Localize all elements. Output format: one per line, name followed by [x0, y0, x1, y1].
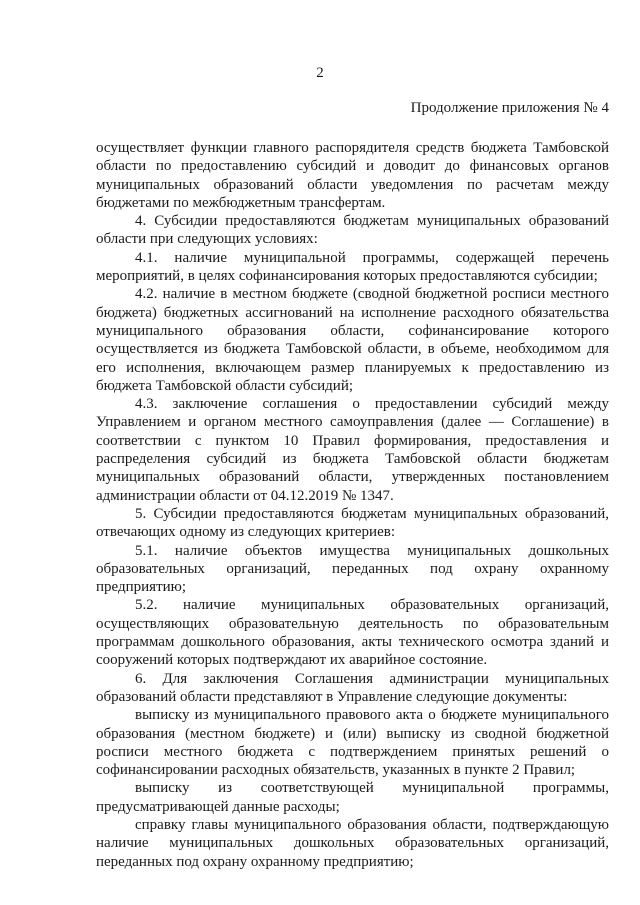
paragraph: 4.1. наличие муниципальной программы, содержащей перечень мероприятий, в целях софинансирования которых предоставляются субсидии;	[96, 249, 609, 285]
paragraph: осуществляет функции главного распорядителя средств бюджета Тамбовской области по предоставлению субсидий и доводит до финансовых органов муниципальных образований области уведомления по расчетам между бюджетами по межбюджетным трансфертам.	[96, 140, 609, 211]
paragraph: 6. Для заключения Соглашения администрации муниципальных образований области представляют в Управление следующие документы:	[96, 670, 609, 705]
paragraph: 4.2. наличие в местном бюджете (сводной бюджетной росписи местного бюджета) бюджетных ассигнований на исполнение расходного обязательства муниципального образования области, софинансирование которого осуществляется из бюджета Тамбовской области, в объеме, необходимом для его исполнения, включающем размер планируемых к предоставлению из бюджета Тамбовской области субсидий;	[96, 286, 609, 394]
paragraph: справку главы муниципального образования области, подтверждающую наличие муниципальных дошкольных образовательных организаций, переданных под охрану охранному предприятию;	[96, 816, 609, 870]
paragraph: выписку из муниципального правового акта о бюджете муниципального образования (местном бюджете) и (или) выписку из сводной бюджетной росписи местного бюджета с подтверждением принятых решений о софинансировании расходных обязательств, указанных в пункте 2 Правил;	[96, 707, 609, 779]
paragraph: 4. Субсидии предоставляются бюджетам муниципальных образований области при следующих условиях:	[96, 213, 609, 248]
appendix-continuation-heading: Продолжение приложения № 4	[410, 100, 609, 116]
paragraph: 5.1. наличие объектов имущества муниципальных дошкольных образовательных организаций, переданных под охрану охранному предприятию;	[96, 542, 609, 596]
paragraph: 5. Субсидии предоставляются бюджетам муниципальных образований, отвечающих одному из следующих критериев:	[96, 505, 609, 541]
paragraph: 5.2. наличие муниципальных образовательных организаций, осуществляющих образовательную деятельность по образовательным программам дошкольного образования, акты технического осмотра зданий и сооружений которых подтверждают их аварийное состояние.	[96, 597, 609, 669]
document-body	[96, 139, 609, 871]
paragraph: 4.3. заключение соглашения о предоставлении субсидий между Управлением и органом местного самоуправления (далее — Соглашение) в соответствии с пунктом 10 Правил формирования, предоставления и распределения субсидий из бюджета Тамбовской области бюджетам муниципальных образований области, утвержденных постановлением администрации области от 04.12.2019 № 1347.	[96, 396, 609, 504]
page-number: 2	[316, 65, 324, 81]
paragraph: выписку из соответствующей муниципальной программы, предусматривающей данные расходы;	[96, 780, 609, 815]
